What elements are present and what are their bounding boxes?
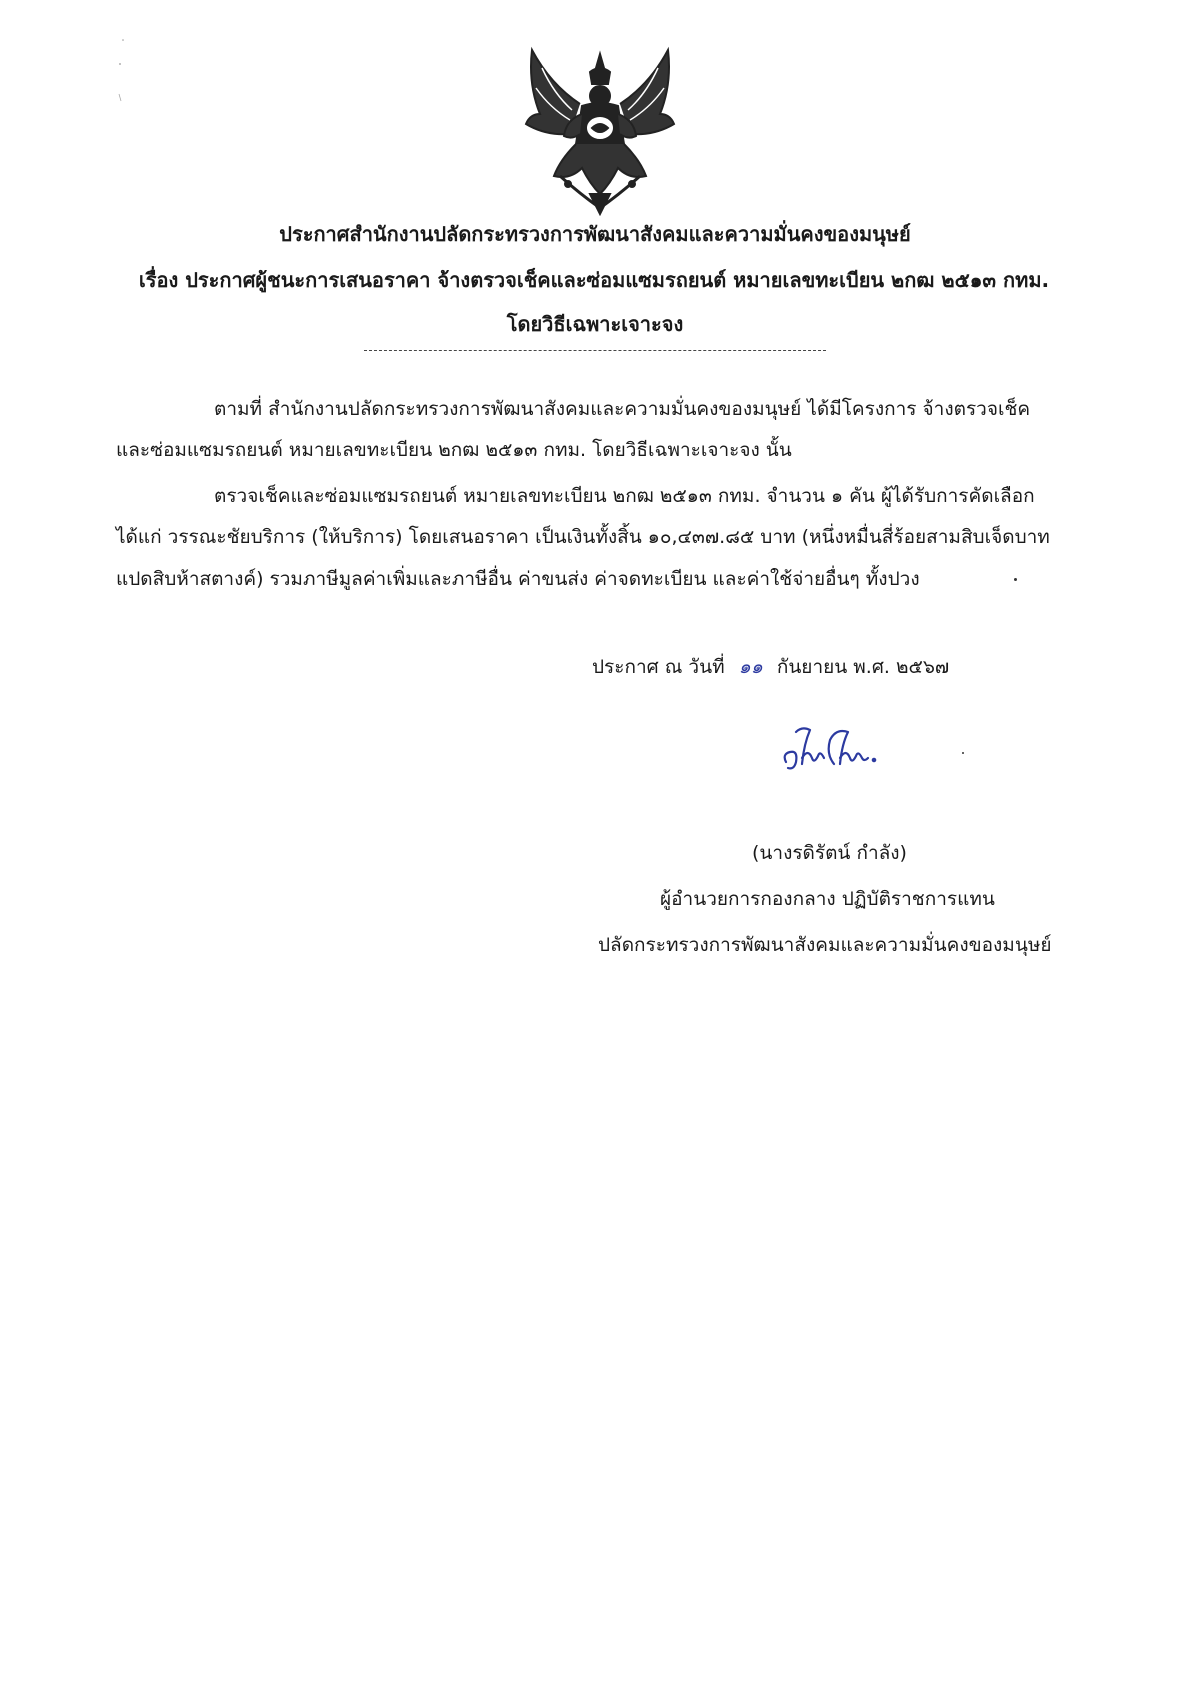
announcement-date: [592, 652, 949, 682]
signature-icon: [778, 718, 898, 778]
paragraph-2-line-1: ตรวจเช็คและซ่อมแซมรถยนต์ หมายเลขทะเบียน ๒กฒ ๒๕๑๓ กทม. จำนวน ๑ คัน ผู้ได้รับการคัดเลือก: [214, 485, 1035, 507]
announcement-method: โดยวิธีเฉพาะเจาะจง: [506, 312, 684, 336]
date-suffix: กันยายน พ.ศ. ๒๕๖๗: [776, 656, 950, 678]
title-separator: [364, 350, 826, 351]
announcement-subject: เรื่อง ประกาศผู้ชนะการเสนอราคา จ้างตรวจเช็คและซ่อมแซมรถยนต์ หมายเลขทะเบียน ๒กฒ ๒๕๑๓ กทม.: [138, 268, 1050, 292]
paragraph-2-line-3: แปดสิบห้าสตางค์) รวมภาษีมูลค่าเพิ่มและภาษีอื่น ค่าขนส่ง ค่าจดทะเบียน และค่าใช้จ่ายอื่นๆ ทั้งปวง: [116, 568, 920, 590]
signatory-name: (นางรดิรัตน์ กำลัง): [752, 842, 907, 864]
stray-dot: [1014, 578, 1017, 581]
signatory-position: ผู้อำนวยการกองกลาง ปฏิบัติราชการแทน: [660, 888, 995, 910]
scan-speck-marks: [118, 36, 126, 106]
paragraph-1-line-1: ตามที่ สำนักงานปลัดกระทรวงการพัฒนาสังคมและความมั่นคงของมนุษย์ ได้มีโครงการ จ้างตรวจเช็ค: [214, 398, 1031, 420]
paragraph-1-line-2: และซ่อมแซมรถยนต์ หมายเลขทะเบียน ๒กฒ ๒๕๑๓ กทม. โดยวิธีเฉพาะเจาะจง นั้น: [116, 439, 792, 461]
paragraph-2-line-2: ได้แก่ วรรณะชัยบริการ (ให้บริการ) โดยเสนอราคา เป็นเงินทั้งสิ้น ๑๐,๔๓๗.๘๕ บาท (หนึ่งหมื่นสี่ร้อยสามสิบเจ็ดบาท: [116, 526, 1050, 548]
signatory-authority: ปลัดกระทรวงการพัฒนาสังคมและความมั่นคงของมนุษย์: [598, 934, 1052, 956]
stray-dot: [962, 752, 964, 754]
garuda-emblem-icon: [520, 44, 680, 216]
date-prefix: ประกาศ ณ วันที่: [592, 656, 725, 678]
date-day: ๑๑: [738, 656, 763, 678]
announcement-title: ประกาศสำนักงานปลัดกระทรวงการพัฒนาสังคมและความมั่นคงของมนุษย์: [279, 222, 911, 246]
